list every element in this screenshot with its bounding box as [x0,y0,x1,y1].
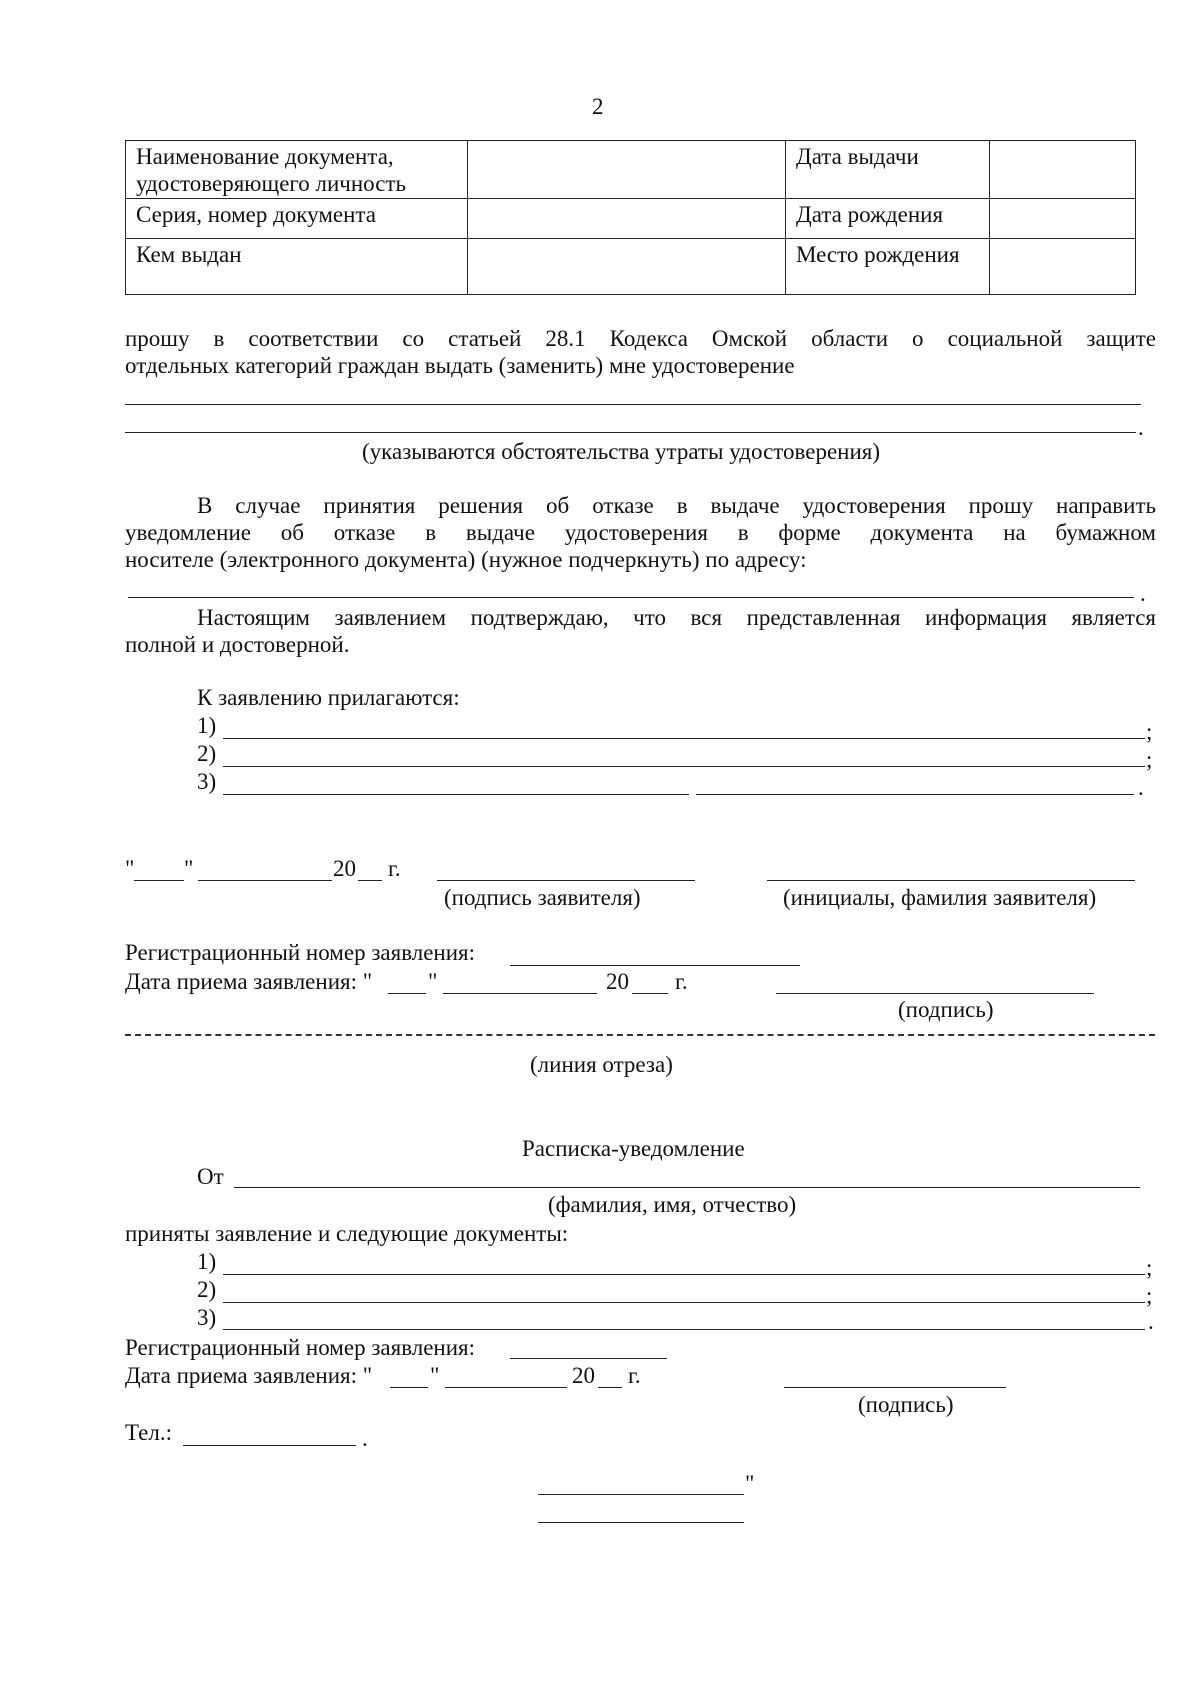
page-number: 2 [592,94,604,119]
receipt-title: Расписка-уведомление [522,1136,745,1161]
attachment-num-3: 3) [197,769,217,794]
table-row-issued-by-label: Кем выдан [126,239,468,295]
registration-day-line[interactable] [388,993,426,994]
receipt-phone-end: . [362,1426,368,1451]
attachment-num-1: 1) [197,713,217,738]
registration-month-line[interactable] [443,993,597,994]
receipt-from-line[interactable] [234,1187,1140,1188]
receipt-year-prefix: 20 [572,1363,595,1388]
applicant-signature-line[interactable] [437,880,695,881]
date-year-suffix: г. [388,856,401,881]
receipt-signature-line[interactable] [784,1387,1006,1388]
receipt-item-line-3[interactable] [223,1329,1145,1330]
receipt-item-line-2[interactable] [223,1302,1145,1303]
registration-quote-close: " [428,969,438,994]
refusal-line-2: уведомление об отказе в выдаче удостоверения в форме документа на бумажном [125,520,1156,545]
attachment-line-3b[interactable] [696,794,1134,795]
registration-year-line[interactable] [632,993,668,994]
receipt-day-line[interactable] [390,1387,428,1388]
cut-line-caption: (линия отреза) [530,1052,673,1077]
date-year-prefix: 20 [333,856,356,881]
attachment-end-1: ; [1146,719,1153,744]
receipt-phone-line[interactable] [183,1445,356,1446]
applicant-name-line[interactable] [767,880,1135,881]
request-line-2: отдельных категорий граждан выдать (заменить) мне удостоверение [125,353,795,378]
receipt-quote-close: " [430,1363,440,1388]
attachment-line-1[interactable] [223,738,1145,739]
loss-circumstances-line-2[interactable] [125,432,1136,433]
date-month-line[interactable] [198,880,332,881]
issued-by-field[interactable] [468,239,786,295]
registration-date-label: Дата приема заявления: " [125,969,373,994]
attachment-end-2: ; [1146,747,1153,772]
receipt-item-num-1: 1) [197,1249,217,1274]
address-line-end: . [1140,581,1146,606]
doc-name-field[interactable] [468,141,786,199]
address-line[interactable] [128,597,1134,598]
closing-line-1 [538,1494,744,1495]
registration-year-suffix: г. [675,969,688,994]
receipt-year-suffix: г. [628,1363,641,1388]
date-year-line[interactable] [358,880,382,881]
receipt-number-line[interactable] [510,1358,667,1359]
closing-line-2 [538,1522,744,1523]
table-row-series-label: Серия, номер документа [126,199,468,239]
attachment-num-2: 2) [197,741,217,766]
registration-signature-caption: (подпись) [898,997,994,1022]
receipt-date-label: Дата приема заявления: " [125,1363,373,1388]
date-day-line[interactable] [134,880,184,881]
series-number-field[interactable] [468,199,786,239]
table-row-doc-name-label: Наименование документа, удостоверяющего личность [126,141,468,199]
loss-circumstances-line-1[interactable] [125,404,1141,405]
registration-signature-line[interactable] [776,993,1094,994]
attachment-line-2[interactable] [223,766,1145,767]
registration-number-line[interactable] [510,965,800,966]
receipt-item-num-3: 3) [197,1305,217,1330]
applicant-signature-caption: (подпись заявителя) [444,885,641,910]
registration-year-prefix: 20 [606,969,629,994]
receipt-phone-label: Тел.: [125,1420,172,1445]
receipt-item-line-1[interactable] [223,1274,1145,1275]
birth-place-field[interactable] [990,239,1136,295]
receipt-accepted-text: приняты заявление и следующие документы: [125,1221,569,1246]
attachment-line-3a[interactable] [223,794,689,795]
receipt-item-end-2: ; [1146,1283,1153,1308]
attachments-heading: К заявлению прилагаются: [197,685,460,710]
birth-date-field[interactable] [990,199,1136,239]
applicant-name-caption: (инициалы, фамилия заявителя) [783,885,1097,910]
receipt-item-end-3: . [1148,1309,1154,1334]
table-row-issue-date-label: Дата выдачи [786,141,990,199]
receipt-signature-caption: (подпись) [858,1392,954,1417]
table-row-birth-date-label: Дата рождения [786,199,990,239]
confirmation-line-1: Настоящим заявлением подтверждаю, что вся представленная информация является [197,605,1156,630]
receipt-year-line[interactable] [598,1387,622,1388]
loss-circumstances-caption: (указываются обстоятельства утраты удостоверения) [362,439,881,464]
receipt-item-end-1: ; [1146,1255,1153,1280]
table-row-birth-place-label: Место рождения [786,239,990,295]
receipt-number-label: Регистрационный номер заявления: [125,1335,476,1360]
receipt-from-caption: (фамилия, имя, отчество) [548,1192,797,1217]
attachment-end-3: . [1138,775,1144,800]
receipt-from-label: От [197,1164,224,1189]
identity-table [125,140,1136,295]
receipt-item-num-2: 2) [197,1277,217,1302]
request-line-1: прошу в соответствии со статьей 28.1 Кодекса Омской области о социальной защите [125,326,1156,351]
date-quote-close: " [184,856,194,881]
closing-quote: " [745,1471,755,1496]
date-quote-open: " [125,856,135,881]
issue-date-field[interactable] [990,141,1136,199]
refusal-line-3: носителе (электронного документа) (нужное подчеркнуть) по адресу: [125,547,807,572]
receipt-month-line[interactable] [445,1387,567,1388]
refusal-line-1: В случае принятия решения об отказе в выдаче удостоверения прошу направить [197,493,1156,518]
loss-circumstances-end: . [1138,415,1144,440]
cut-line [125,1034,1155,1036]
registration-number-label: Регистрационный номер заявления: [125,940,476,965]
confirmation-line-2: полной и достоверной. [125,632,350,657]
